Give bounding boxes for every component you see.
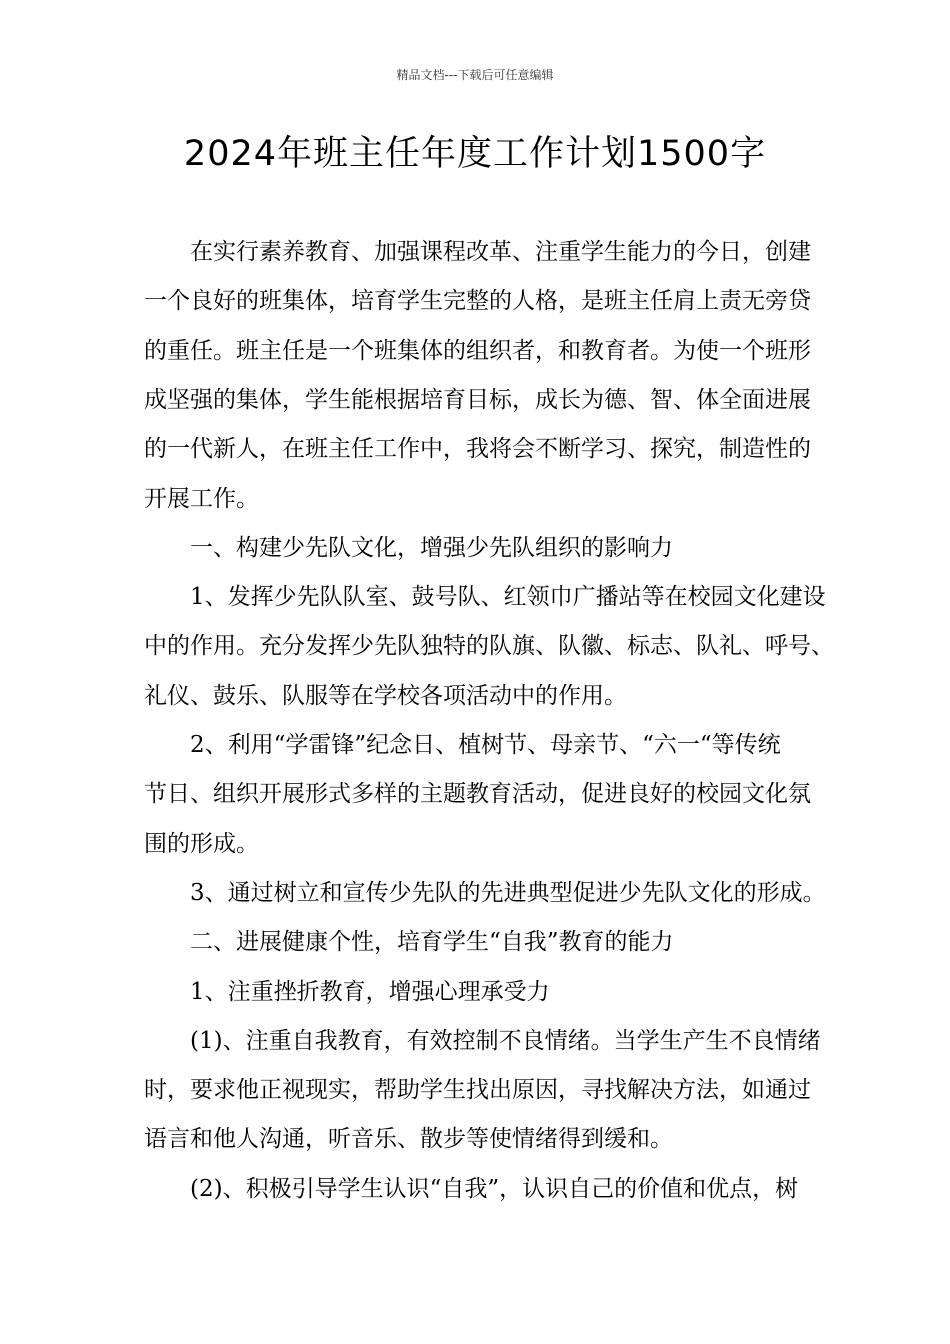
body-line: 的重任。班主任是一个班集体的组织者，和教育者。为使一个班形 [144,337,811,364]
body-line: 3、通过树立和宣传少先队的先进典型促进少先队文化的形成。 [190,879,826,906]
body-line: (1)、注重自我教育，有效控制不良情绪。当学生产生不良情绪 [190,1027,821,1054]
document-title: 2024年班主任年度工作计划1500字 [183,134,767,174]
body-line: 一、构建少先队文化，增强少先队组织的影响力 [190,534,673,561]
body-line: 语言和他人沟通，听音乐、散步等使情绪得到缓和。 [144,1126,673,1153]
body-line: 时，要求他正视现实，帮助学生找出原因，寻找解决方法，如通过 [144,1077,811,1104]
body-line: 1、注重挫折教育，增强心理承受力 [190,978,550,1005]
body-line: 一个良好的班集体，培育学生完整的人格，是班主任肩上责无旁贷 [144,288,811,315]
header-note: 精品文档---下载后可任意编辑 [396,68,554,82]
body-line: 二、进展健康个性，培育学生“自我”教育的能力 [190,929,674,956]
body-line: 1、发挥少先队队室、鼓号队、红领巾广播站等在校园文化建设 [190,584,826,611]
body-line: 的一代新人，在班主任工作中，我将会不断学习、探究，制造性的 [144,436,811,463]
body-line: 开展工作。 [144,485,259,512]
body-line: 围的形成。 [144,830,259,857]
body-line: (2)、积极引导学生认识“自我”，认识自己的价值和优点，树 [190,1175,799,1202]
body-line: 成坚强的集体，学生能根据培育目标，成长为德、智、体全面进展 [144,386,811,413]
body-line: 中的作用。充分发挥少先队独特的队旗、队徽、标志、队礼、呼号、 [144,633,834,660]
body-line: 礼仪、鼓乐、队服等在学校各项活动中的作用。 [144,682,627,709]
body-line: 在实行素养教育、加强课程改革、注重学生能力的今日，创建 [190,239,811,265]
body-line: 节日、组织开展形式多样的主题教育活动，促进良好的校园文化氛 [144,781,811,808]
body-line: 2、利用“学雷锋”纪念日、植树节、母亲节、“六一“等传统 [190,732,781,758]
